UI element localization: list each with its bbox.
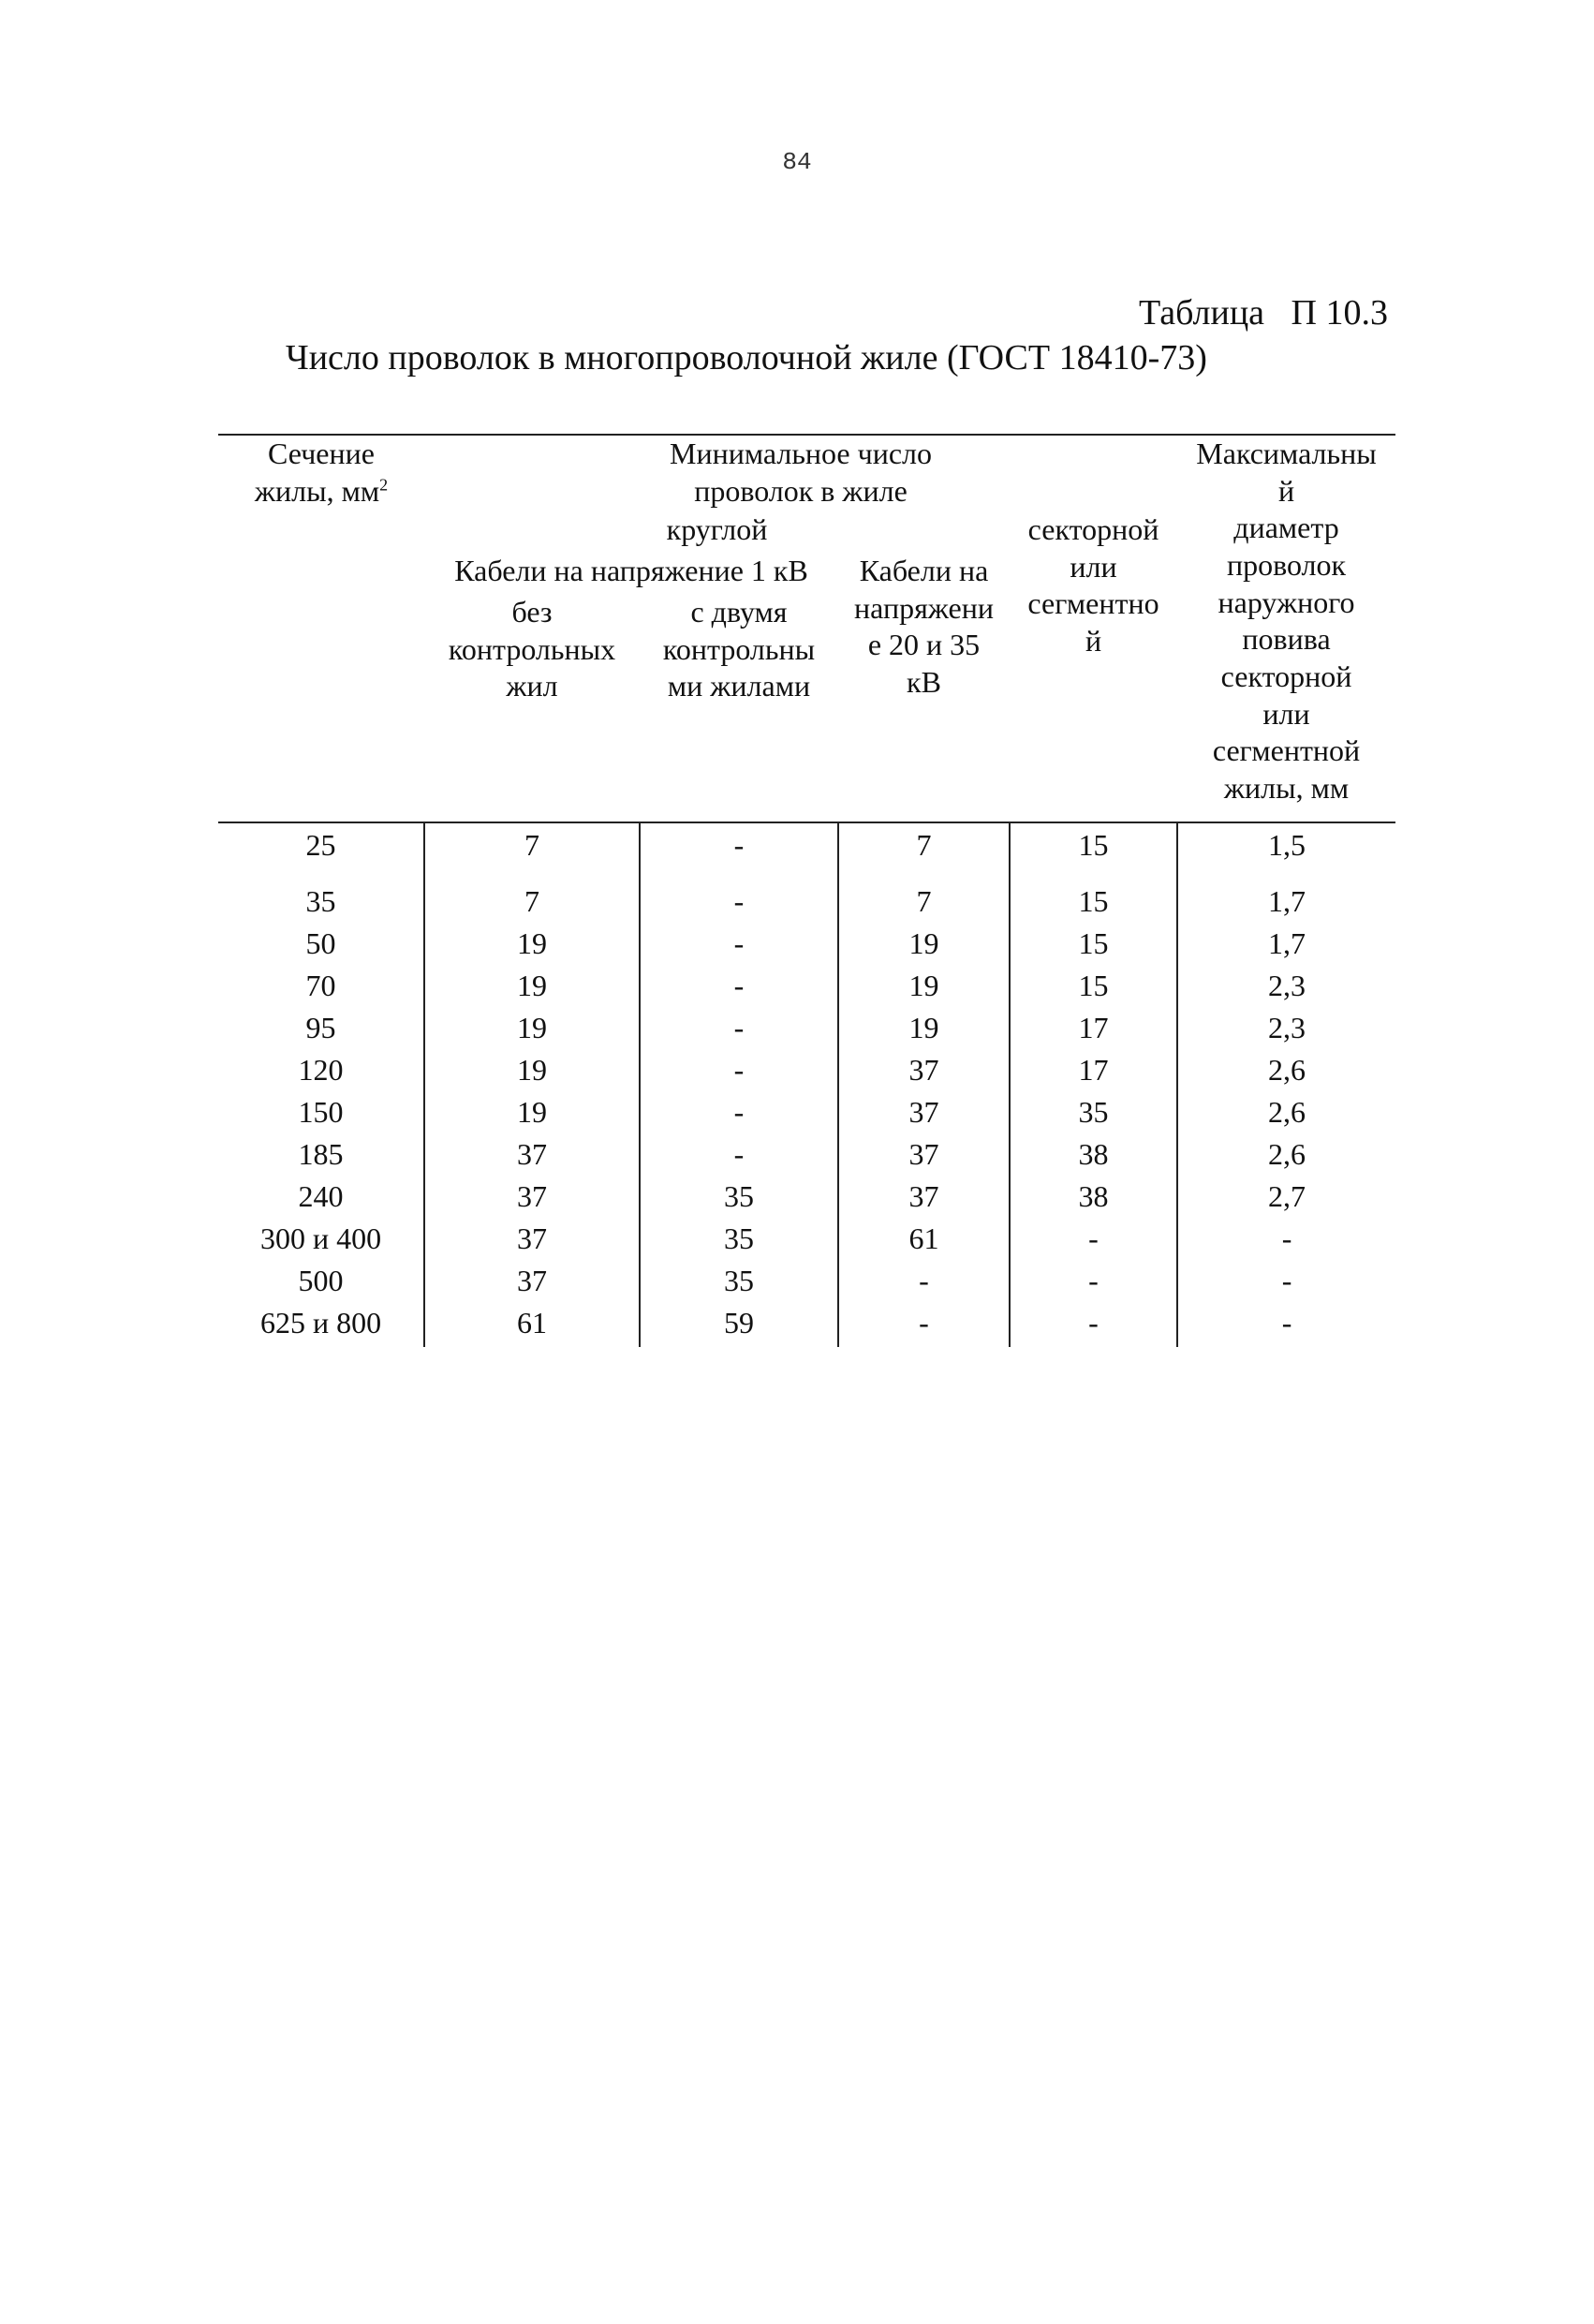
table-cell: -: [838, 1263, 1010, 1305]
header-two-control-cores: с двумя контрольны ми жилами: [640, 594, 838, 822]
table-cell: 35: [1010, 1094, 1177, 1136]
table-cell: -: [640, 1094, 838, 1136]
table-cell: 7: [838, 822, 1010, 883]
table-cell: 1,5: [1268, 828, 1306, 862]
header-cables-1kv: Кабели на напряжение 1 кВ: [454, 554, 808, 587]
table-row: [218, 1136, 1395, 1178]
table-cell: -: [1010, 1305, 1177, 1347]
table-cell: -: [640, 1052, 838, 1094]
table-cell: 38: [1010, 1178, 1177, 1221]
table-cell: -: [640, 1136, 838, 1178]
table-cell: 19: [424, 968, 640, 1010]
header-cables-hv: Кабели на напряжени е 20 и 35 кВ: [838, 553, 1010, 822]
table-cell: 500: [218, 1263, 424, 1305]
wire-count-table: [218, 434, 1395, 1347]
table-cell: 37: [838, 1136, 1010, 1178]
table-cell: 19: [424, 1052, 640, 1094]
table-row: [218, 1010, 1395, 1052]
table-cell: 240: [218, 1178, 424, 1221]
table-row: [218, 968, 1395, 1010]
table-cell: 38: [1010, 1136, 1177, 1178]
table-cell: 7: [838, 883, 1010, 925]
table-cell: 37: [424, 1263, 640, 1305]
header-no-control-cores: без контрольных жил: [424, 594, 640, 822]
table-row: [218, 1178, 1395, 1221]
table-cell: 37: [838, 1052, 1010, 1094]
table-cell: 37: [424, 1178, 640, 1221]
table-row: [218, 925, 1395, 968]
table-cell: -: [640, 1010, 838, 1052]
table-cell: -: [838, 1305, 1010, 1347]
table-cell: -: [640, 925, 838, 968]
table-label: Таблица П 10.3: [1139, 293, 1388, 333]
table-cell: 625 и 800: [218, 1305, 424, 1347]
table-cell: 2,7: [1268, 1179, 1306, 1213]
table-cell: 2,3: [1268, 969, 1306, 1002]
table-cell: -: [1010, 1263, 1177, 1305]
header-max-diameter: Максимальны й диаметр проволок наружного повива секторной или сегментной жилы, мм: [1177, 435, 1395, 822]
table-cell: 35: [640, 1221, 838, 1263]
header-min-count: Минимальное число проволок в жиле: [424, 435, 1177, 511]
table-cell: -: [640, 822, 838, 883]
table-cell: 1,7: [1268, 884, 1306, 918]
table-cell: 150: [218, 1094, 424, 1136]
table-cell: 15: [1010, 968, 1177, 1010]
table-cell: 7: [424, 822, 640, 883]
table-cell: 59: [640, 1305, 838, 1347]
table-cell: 19: [424, 1094, 640, 1136]
table-cell: 35: [218, 883, 424, 925]
table-cell: 2,6: [1268, 1137, 1306, 1171]
table-cell: -: [1010, 1221, 1177, 1263]
table-cell: 19: [838, 968, 1010, 1010]
table-cell: 35: [640, 1263, 838, 1305]
table-cell: -: [1281, 1264, 1292, 1297]
page-number: 84: [782, 148, 812, 176]
table-cell: -: [1281, 1221, 1292, 1255]
table-cell: 19: [424, 925, 640, 968]
table-cell: 2,6: [1268, 1095, 1306, 1129]
table-cell: 37: [424, 1221, 640, 1263]
table-cell: 2,6: [1268, 1053, 1306, 1087]
table-cell: 37: [424, 1136, 640, 1178]
table-row: [218, 1052, 1395, 1094]
table-cell: 17: [1010, 1010, 1177, 1052]
header-sector: секторной или сегментно й: [1010, 511, 1177, 822]
table-cell: 35: [640, 1178, 838, 1221]
header-round: круглой: [666, 512, 768, 546]
table-cell: 37: [838, 1178, 1010, 1221]
table-row: [218, 883, 1395, 925]
table-cell: 19: [838, 925, 1010, 968]
header-section: Сечение жилы, $мм^2$: [218, 435, 424, 822]
table-cell: 1,7: [1268, 926, 1306, 960]
table-cell: 15: [1010, 822, 1177, 883]
table-cell: 15: [1010, 925, 1177, 968]
table-cell: 19: [838, 1010, 1010, 1052]
table-cell: -: [640, 883, 838, 925]
table-row: [218, 1263, 1395, 1305]
table-cell: 37: [838, 1094, 1010, 1136]
table-cell: 300 и 400: [218, 1221, 424, 1263]
table-cell: 25: [218, 822, 424, 883]
table-cell: 15: [1010, 883, 1177, 925]
table-cell: 185: [218, 1136, 424, 1178]
table-body: [218, 822, 1395, 1347]
table-cell: 120: [218, 1052, 424, 1094]
table-cell: 2,3: [1268, 1011, 1306, 1044]
table-cell: 19: [424, 1010, 640, 1052]
table-cell: -: [1281, 1306, 1292, 1340]
table-cell: -: [640, 968, 838, 1010]
table-cell: 61: [838, 1221, 1010, 1263]
table-row: [218, 1305, 1395, 1347]
table-cell: 95: [218, 1010, 424, 1052]
table-title: Число проволок в многопроволочной жиле (ГОСТ 18410-73): [286, 338, 1207, 377]
table-row: [218, 1094, 1395, 1136]
table-row: [218, 822, 1395, 883]
table-cell: 7: [424, 883, 640, 925]
table-cell: 17: [1010, 1052, 1177, 1094]
table-cell: 50: [218, 925, 424, 968]
table-row: [218, 1221, 1395, 1263]
table-cell: 70: [218, 968, 424, 1010]
table-cell: 61: [424, 1305, 640, 1347]
